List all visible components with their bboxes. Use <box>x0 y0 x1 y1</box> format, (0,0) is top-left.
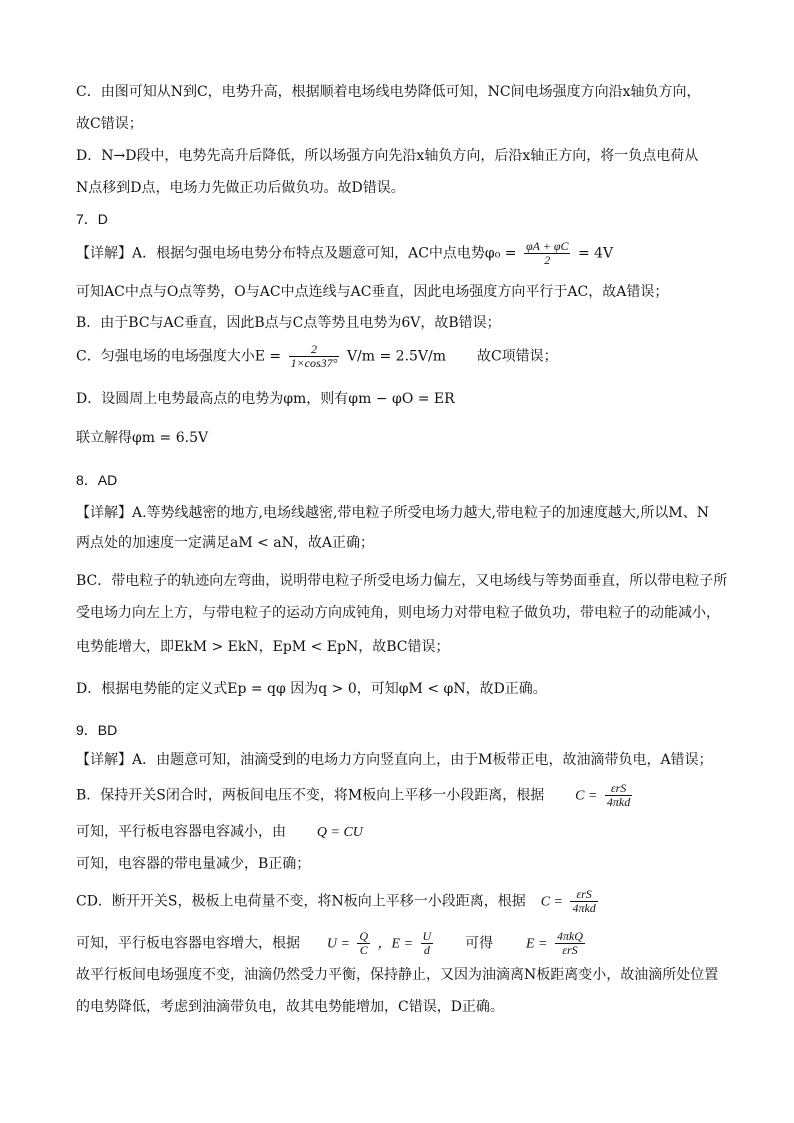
q9-cd-prefix: CD．断开开关S，极板上电荷量不变，将N板向上平移一小段距离，根据 <box>76 893 526 910</box>
field-fraction <box>421 930 434 957</box>
fraction-numerator: φA + φC <box>525 239 569 253</box>
capacitance-lhs: C = <box>540 894 563 910</box>
q9-option-cd <box>76 888 601 915</box>
fraction-denominator: C <box>359 943 368 957</box>
answer-7-heading: 7．D <box>76 211 108 227</box>
q9-option-b <box>76 782 635 809</box>
q9-option-b-cont <box>76 822 363 843</box>
fraction-numerator: U <box>422 929 432 943</box>
q7-option-a <box>76 240 613 267</box>
voltage-fraction <box>357 930 370 957</box>
fraction-numerator: 4πkQ <box>556 929 583 943</box>
answer-8-heading: 8．AD <box>76 472 118 488</box>
q9-b-prefix: B．保持开关S闭合时，两板间电压不变，将M板向上平移一小段距离，根据 <box>76 787 545 804</box>
fraction-numerator: 2 <box>289 343 340 357</box>
text-line: C．由图可知从N到C，电势升高，根据顺着电场线电势降低可知，NC间电场强度方向沿x轴负方向， <box>76 84 701 100</box>
q7-c-tail: 故C项错误； <box>476 348 558 365</box>
kede-text: 可得 <box>465 935 494 952</box>
q7-a-fraction <box>524 240 571 267</box>
text-line: 可知AC中点与O点等势，O与AC中点连线与AC垂直，因此电场强度方向平行于AC，故A错误； <box>76 284 669 300</box>
text-line: 联立解得φm = 6.5V <box>76 430 209 446</box>
fraction-numerator: Q <box>359 929 369 943</box>
text-line: 受电场力向左上方，与带电粒子的运动方向成钝角，则电场力对带电粒子做负功，带电粒子的动能减小， <box>76 605 720 621</box>
q7-c-suffix: V/m = 2.5V/m <box>346 348 447 365</box>
charge-equation: Q = CU <box>316 825 363 840</box>
text-line: 故平行板间电场强度不变，油滴仍然受力平衡，保持静止，又因为油滴离N板距离变小，故油滴所处位置 <box>76 967 719 983</box>
fraction-denominator: 4πkd <box>572 901 596 915</box>
fraction-denominator: εrS <box>562 943 578 957</box>
q7-a-suffix: = 4V <box>577 245 614 262</box>
q7-a-prefix: 【详解】A．根据匀强电场电势分布特点及题意可知，AC中点电势φ₀ = <box>76 245 517 262</box>
text-line: D．根据电势能的定义式Ep = qφ 因为q > 0，可知φM < φN，故D正确。 <box>76 681 547 697</box>
voltage-lhs: U = <box>326 936 350 952</box>
text-line: 的电势降低，考虑到油滴带负电，故其电势能增加，C错误，D正确。 <box>76 999 504 1015</box>
fraction-numerator: εrS <box>570 888 597 902</box>
q7-option-c <box>76 343 558 370</box>
q9-cd2-prefix: 可知，平行板电容器电容增大，根据 <box>76 935 300 952</box>
text-line: 故C错误； <box>76 116 143 132</box>
text-line: B．由于BC与AC垂直，因此B点与C点等势且电势为6V，故B错误； <box>76 315 501 331</box>
q7-c-fraction <box>289 343 340 370</box>
capacitance-fraction <box>570 888 597 915</box>
fraction-denominator: 4πkd <box>606 795 631 809</box>
field-fraction-2 <box>555 930 585 957</box>
q9-option-cd-cont <box>76 930 588 957</box>
text-line: N点移到D点，电场力先做正功后做负功。故D错误。 <box>76 180 405 196</box>
answer-9-heading: 9．BD <box>76 722 118 738</box>
text-line: BC．带电粒子的轨迹向左弯曲，说明带电粒子所受电场力偏左，又电场线与等势面垂直，所以带电粒子所 <box>76 573 728 589</box>
text-line: D．设圆周上电势最高点的电势为φm，则有φm − φO = ER <box>76 391 455 407</box>
field-lhs: ，E = <box>377 936 414 952</box>
q8-option-a: 【详解】A.等势线越密的地方,电场线越密,带电粒子所受电场力越大,带电粒子的加速度越大,所以M、N <box>76 505 709 521</box>
text-line: 电势能增大，即EkM > EkN，EpM < EpN，故BC错误； <box>76 639 450 655</box>
capacitance-fraction <box>605 782 632 809</box>
text-line: D．N→D段中，电势先高升后降低，所以场强方向先沿x轴负方向，后沿x轴正方向，将一负点电荷从 <box>76 148 699 164</box>
fraction-denominator: 2 <box>544 253 551 267</box>
text-line: 两点处的加速度一定满足aM < aN，故A正确； <box>76 535 375 551</box>
fraction-denominator: 1×cos37° <box>290 356 338 370</box>
fraction-denominator: d <box>423 943 430 957</box>
text-line: 可知，电容器的带电量减少，B正确； <box>76 856 311 872</box>
field-lhs-2: E = <box>525 936 548 952</box>
capacitance-lhs: C = <box>575 788 598 804</box>
fraction-numerator: εrS <box>605 782 632 796</box>
text-line: 【详解】A．由题意可知，油滴受到的电场力方向竖直向上，由于M板带正电，故油滴带负电，A错误； <box>76 752 713 768</box>
q7-c-prefix: C．匀强电场的电场强度大小E = <box>76 348 282 365</box>
q9-b2-prefix: 可知，平行板电容器电容减小，由 <box>76 824 286 840</box>
